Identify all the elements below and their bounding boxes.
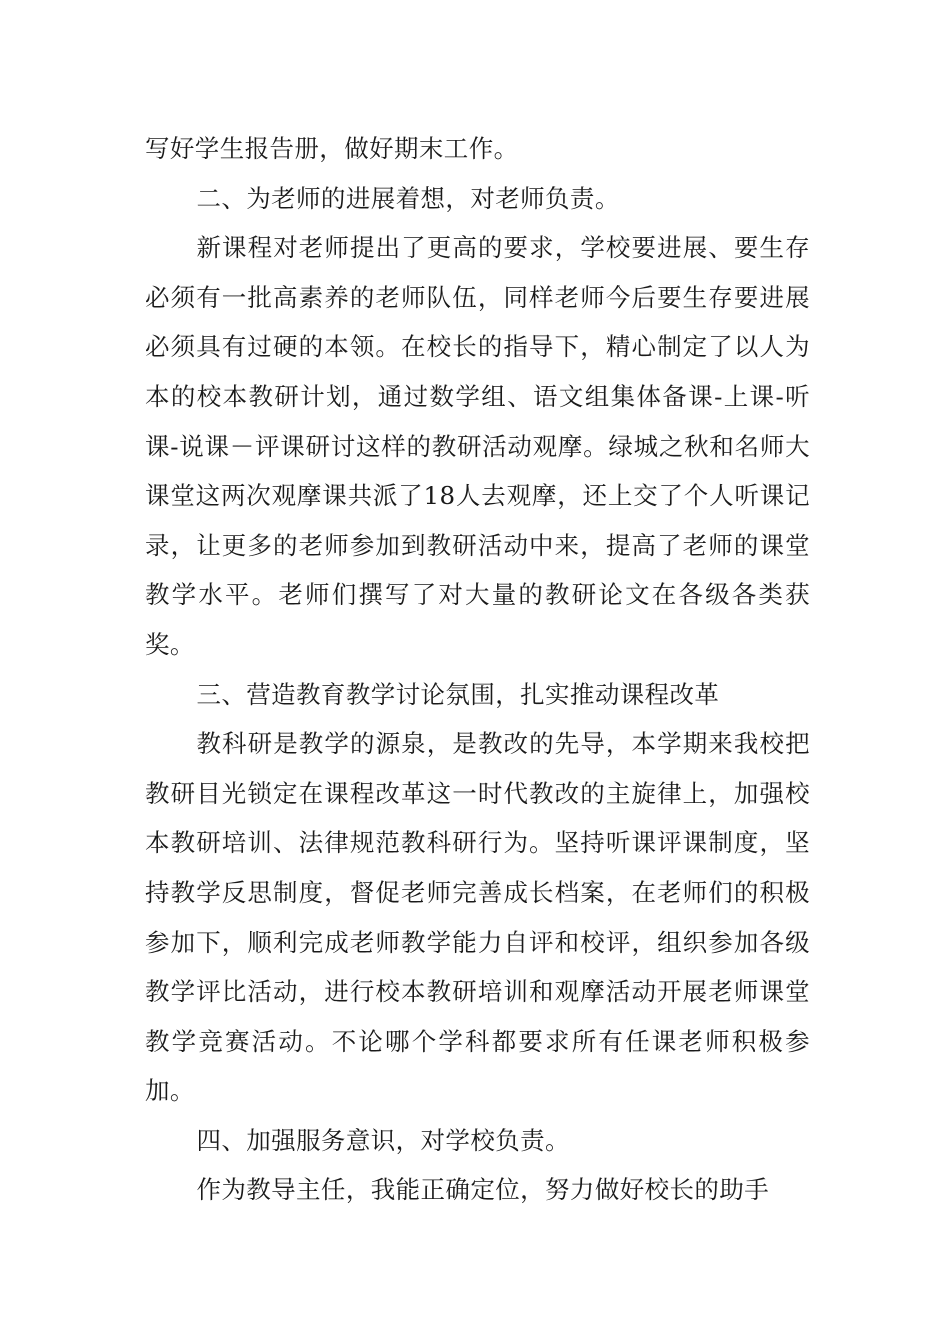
paragraph-5: 教科研是教学的源泉，是教改的先导，本学期来我校把教研目光锁定在课程改革这一时代教改的主旋律上，加强校本教研培训、法律规范教科研行为。坚持听课评课制度，坚持教学反思制度，督促老师完善成长档案，在老师们的积极参加下，顺利完成老师教学能力自评和校评，组织参加各级教学评比活动，进行校本教研培训和观摩活动开展老师课堂教学竞赛活动。不论哪个学科都要求所有任课老师积极参加。 xyxy=(145,729,810,1106)
document-body xyxy=(145,124,810,1215)
paragraph-1: 写好学生报告册，做好期末工作。 xyxy=(145,134,519,163)
heading-section-2: 二、为老师的进展着想，对老师负责。 xyxy=(196,183,620,213)
paragraph-7: 作为教导主任，我能正确定位，努力做好校长的助手 xyxy=(196,1175,770,1205)
heading-section-3: 三、营造教育教学讨论氛围，扎实推动课程改革 xyxy=(196,679,720,709)
paragraph-3: 新课程对老师提出了更高的要求，学校要进展、要生存必须有一批高素养的老师队伍，同样老师今后要生存要进展必须具有过硬的本领。在校长的指导下，精心制定了以人为本的校本教研计划，通过数学组、语文组集体备课-上课-听课-说课－评课研讨这样的教研活动观摩。绿城之秋和名师大课堂这两次观摩课共派了18人去观摩，还上交了个人听课记录，让更多的老师参加到教研活动中来，提高了老师的课堂教学水平。老师们撰写了对大量的教研论文在各级各类获奖。 xyxy=(145,233,810,659)
heading-section-4: 四、加强服务意识，对学校负责。 xyxy=(196,1125,570,1155)
